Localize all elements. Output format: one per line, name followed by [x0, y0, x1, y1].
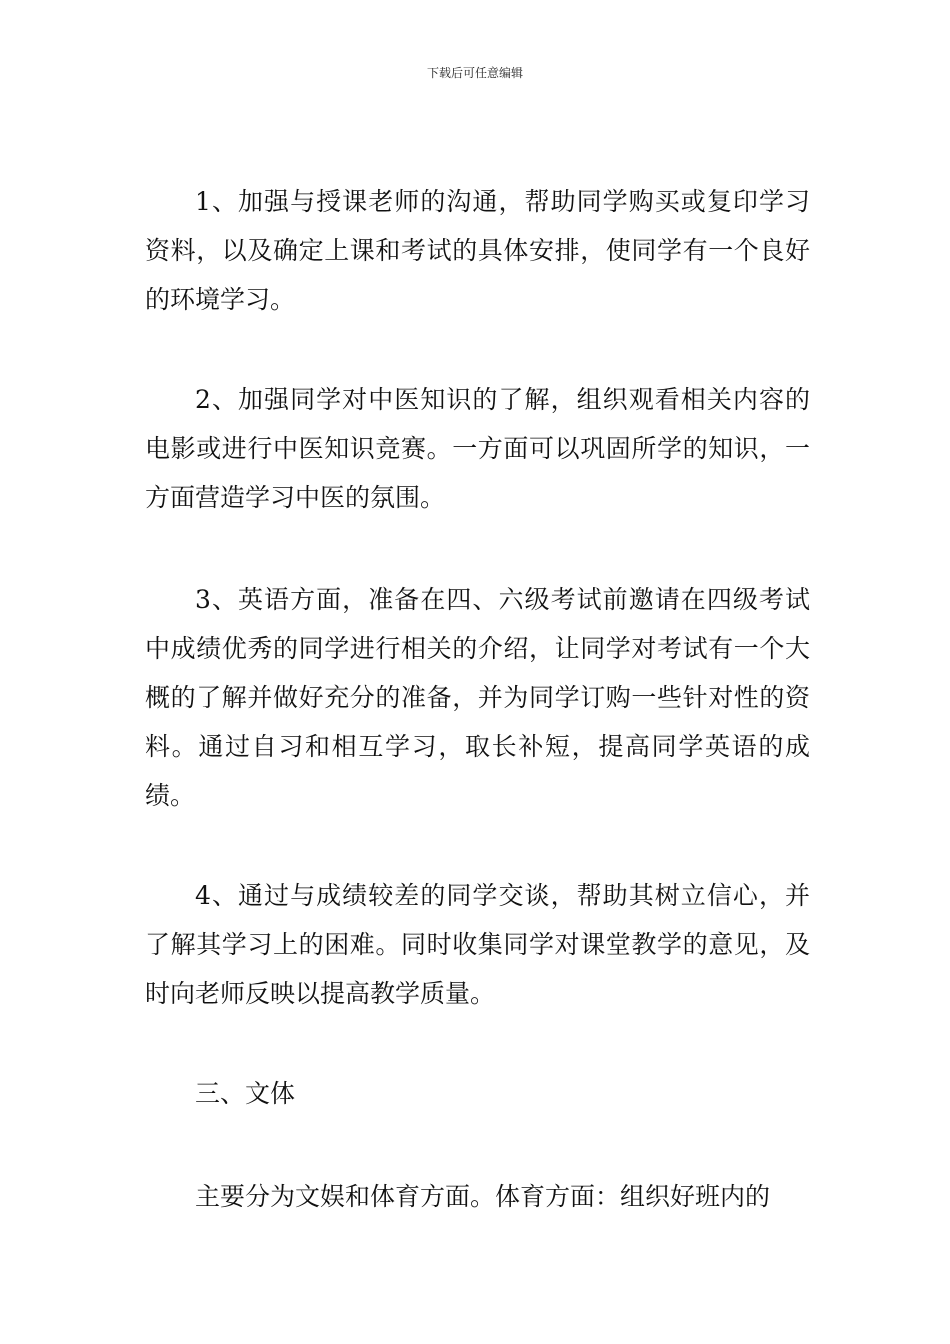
page-header: 下载后可任意编辑 [426, 66, 523, 80]
section-heading-wenti: 三、文体 [195, 1079, 296, 1108]
paragraph-item-2: 2、加强同学对中医知识的了解，组织观看相关内容的电影或进行中医知识竞赛。一方面可以巩固所学的知识，一方面营造学习中医的氛围。 [145, 385, 810, 512]
paragraph-item-1: 1、加强与授课老师的沟通，帮助同学购买或复印学习资料，以及确定上课和考试的具体安排，使同学有一个良好的环境学习。 [145, 187, 810, 314]
paragraph-item-4: 4、通过与成绩较差的同学交谈，帮助其树立信心，并了解其学习上的困难。同时收集同学对课堂教学的意见，及时向老师反映以提高教学质量。 [145, 881, 810, 1008]
paragraph-item-3: 3、英语方面，准备在四、六级考试前邀请在四级考试中成绩优秀的同学进行相关的介绍，让同学对考试有一个大概的了解并做好充分的准备，并为同学订购一些针对性的资料。通过自习和相互学习，取长补短，提高同学英语的成绩。 [145, 585, 810, 810]
paragraph-item-5: 主要分为文娱和体育方面。体育方面：组织好班内的 [195, 1182, 771, 1211]
